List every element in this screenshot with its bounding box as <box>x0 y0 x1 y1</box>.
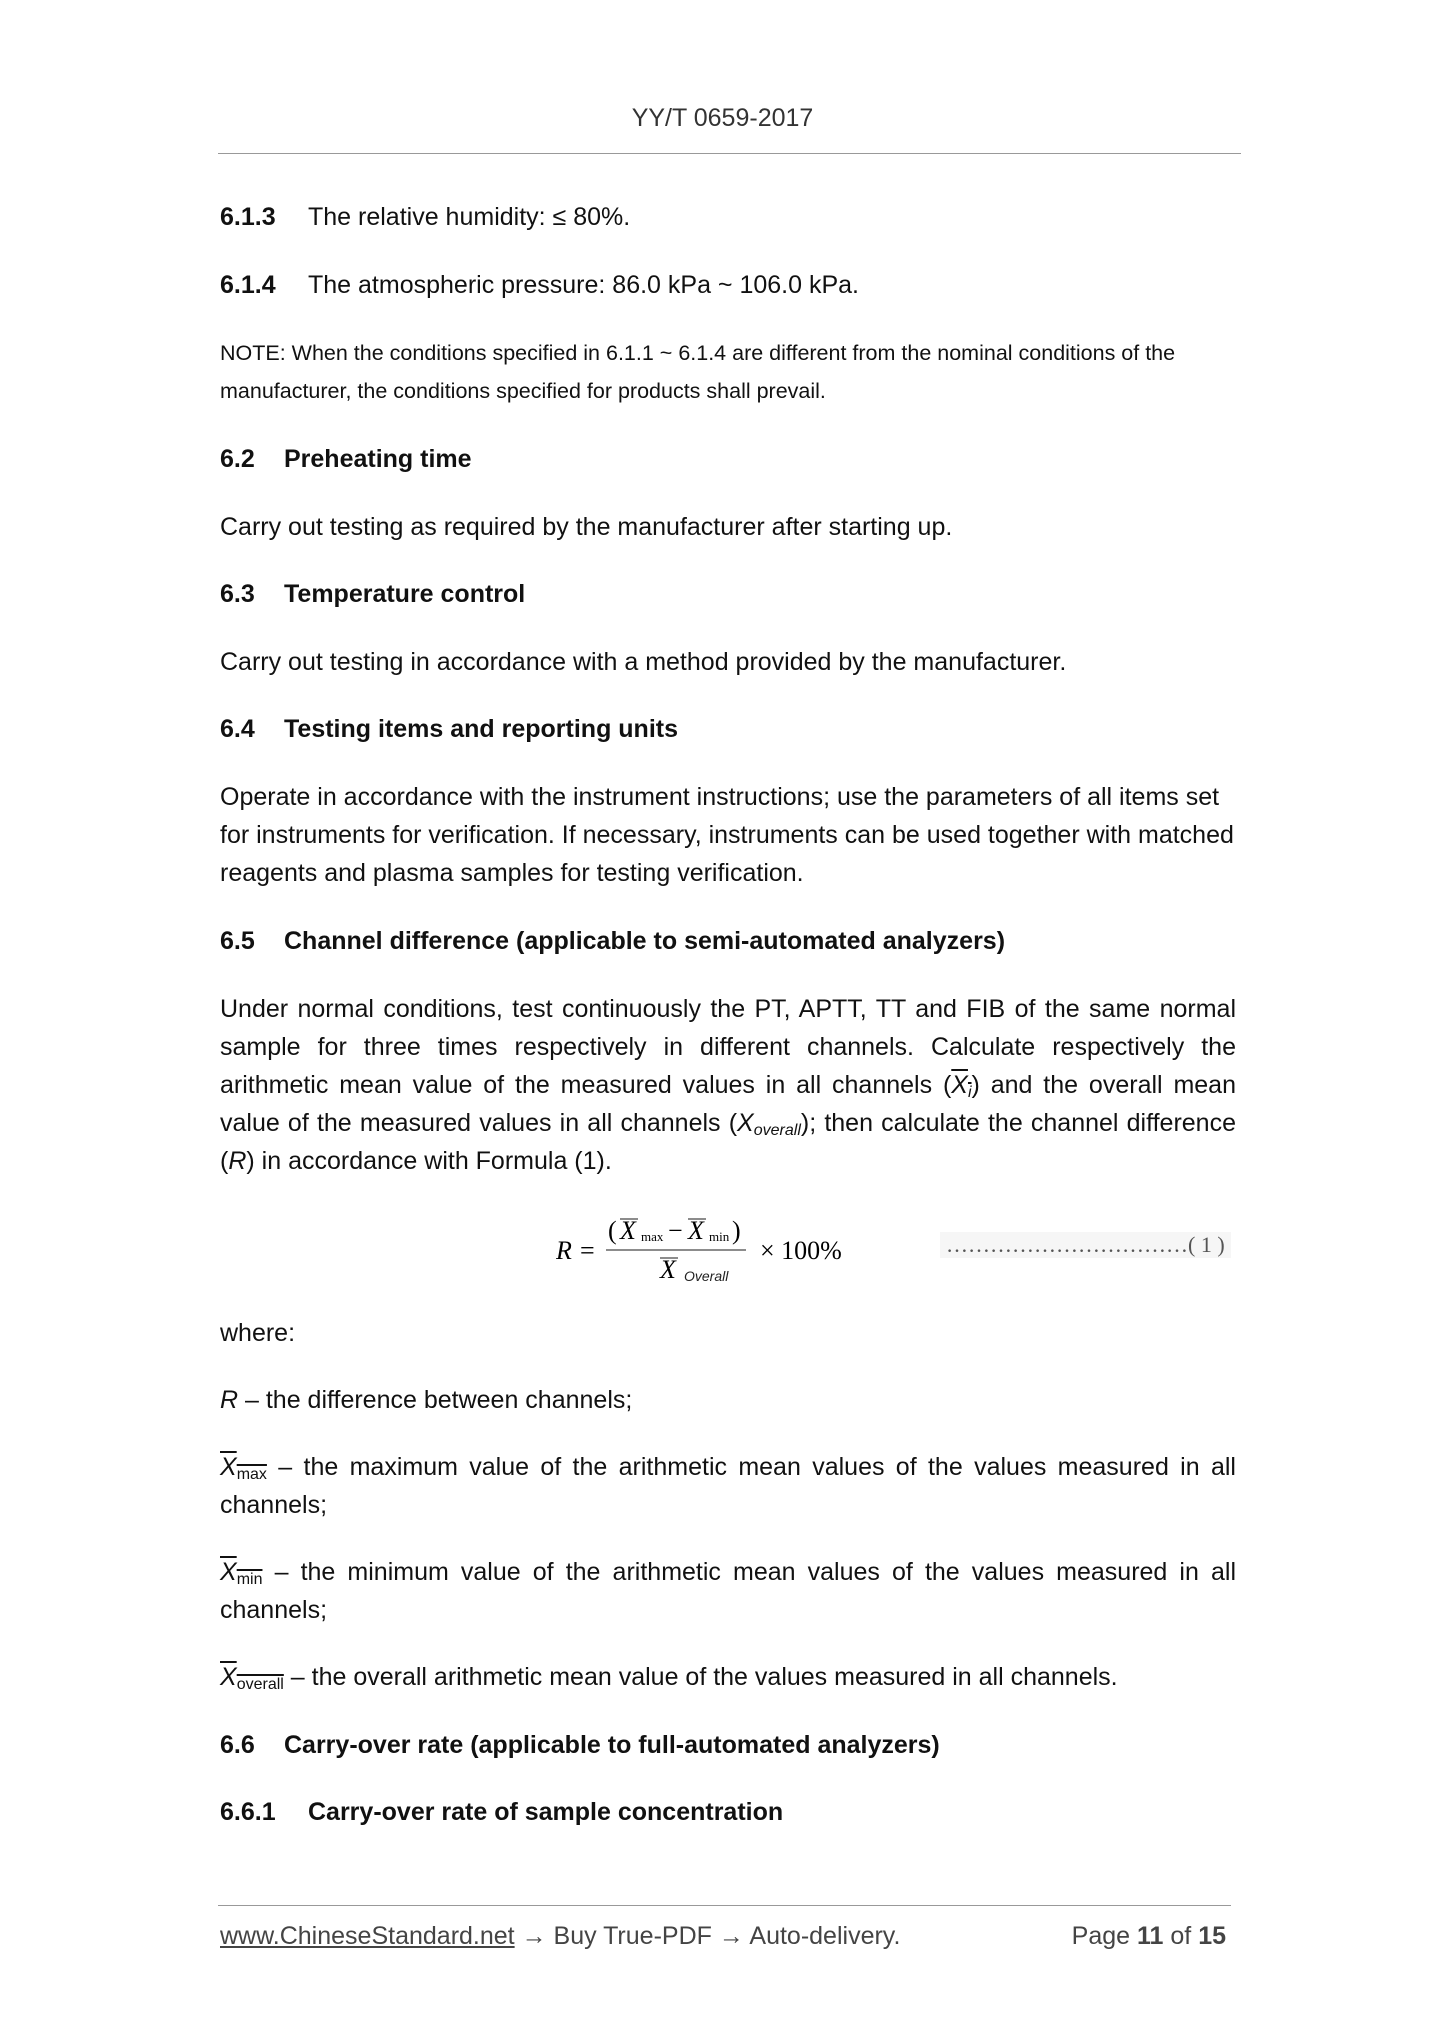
formula-lparen: ( <box>608 1216 617 1245</box>
heading-number: 6.6.1 <box>220 1798 276 1826</box>
paragraph-6-5: Under normal conditions, test continuously the PT, APTT, TT and FIB of the same normal sample for three times respectively in different channels. Calculate respectively the arithmetic mean value of the measured values in all channels $(X_i)$ and the overall mean value of the measured values in all channels $(X_{overall})$; then calculate the channel difference (R) in accordance with Formula (1). <box>220 995 1236 1175</box>
footer-divider <box>218 1905 1231 1906</box>
heading-6-6 <box>220 1726 1236 1764</box>
symbol-r: R <box>228 1147 247 1175</box>
page-indicator: Page 11 of 15 <box>1071 1922 1226 1950</box>
formula-x-max: X <box>620 1216 636 1245</box>
paragraph-6-3: Carry out testing in accordance with a method provided by the manufacturer. <box>220 648 1067 676</box>
heading-title: Carry-over rate (applicable to full-automated analyzers) <box>284 1731 940 1759</box>
clause-text: The relative humidity: ≤ 80%. <box>308 203 631 231</box>
def-symbol: $X_{max}$ <box>220 1453 267 1483</box>
heading-6-3 <box>220 575 1236 613</box>
total-pages: 15 <box>1198 1922 1226 1950</box>
website-link[interactable]: www.ChineseStandard.net <box>220 1922 515 1950</box>
page-footer <box>220 1922 1236 1951</box>
header-divider <box>218 153 1241 154</box>
heading-number: 6.6 <box>220 1731 255 1759</box>
formula-min-sub: min <box>709 1229 730 1244</box>
heading-6-4 <box>220 710 1236 748</box>
clause-number: 6.1.3 <box>220 203 276 231</box>
def-symbol: $X_{overall}$ <box>220 1663 284 1693</box>
note-paragraph: NOTE: When the conditions specified in 6.1.1 ~ 6.1.4 are different from the nominal conditions of the manufacturer, the conditions specified for products shall prevail. <box>220 341 1176 403</box>
clause-text: The atmospheric pressure: 86.0 kPa ~ 106.0 kPa. <box>308 271 860 299</box>
heading-title: Channel difference (applicable to semi-automated analyzers) <box>284 927 1006 955</box>
formula-x-overall: X <box>660 1255 676 1284</box>
paragraph-6-2: Carry out testing as required by the manufacturer after starting up. <box>220 513 953 541</box>
heading-title: Preheating time <box>284 445 472 473</box>
formula-lhs: R <box>556 1236 572 1265</box>
formula-rparen: ) <box>732 1216 741 1245</box>
formula-max-sub: max <box>641 1229 664 1244</box>
formula-number: ……………………………( 1 ) <box>940 1232 1231 1258</box>
heading-title: Carry-over rate of sample concentration <box>308 1798 784 1826</box>
formula-minus: − <box>668 1216 683 1245</box>
document-header: YY/T 0659-2017 <box>631 104 814 132</box>
heading-6-5 <box>220 922 1236 960</box>
paragraph-6-4: Operate in accordance with the instrument instructions; use the parameters of all items set for instruments for verification. If necessary, instruments can be used together with matched reagents and plasma samples for testing verification. <box>220 783 1234 887</box>
heading-6-2 <box>220 440 1236 478</box>
formula-equals: = <box>580 1236 595 1265</box>
formula-times: × 100% <box>760 1236 842 1265</box>
symbol-x-overall: $X_{overall}$ <box>737 1109 801 1139</box>
clause-number: 6.1.4 <box>220 271 276 299</box>
formula-overall-sub: Overall <box>684 1268 729 1284</box>
definition-r: R – the difference between channels; <box>220 1386 633 1414</box>
footer-tagline: → Buy True-PDF → Auto-delivery. <box>514 1922 901 1950</box>
definition-x-overall: $X_{overall}$ – the overall arithmetic mean value of the values measured in all channels. <box>220 1663 1118 1693</box>
where-label: where: <box>220 1319 296 1347</box>
formula-x-min: X <box>688 1216 704 1245</box>
clause-6-1-4 <box>220 266 1236 304</box>
heading-number: 6.5 <box>220 927 255 955</box>
heading-number: 6.4 <box>220 715 255 743</box>
heading-6-6-1 <box>220 1793 1236 1831</box>
heading-title: Testing items and reporting units <box>284 715 679 743</box>
def-symbol: $X_{min}$ <box>220 1558 263 1588</box>
clause-6-1-3 <box>220 198 1236 236</box>
def-symbol: R <box>220 1386 239 1414</box>
definition-x-min: $X_{min}$ – the minimum value of the arithmetic mean values of the values measured in all channels; <box>220 1558 1236 1624</box>
symbol-x-i: $X_i$ <box>951 1071 972 1101</box>
heading-number: 6.3 <box>220 580 255 608</box>
heading-title: Temperature control <box>284 580 526 608</box>
current-page: 11 <box>1137 1922 1164 1950</box>
definition-x-max: $X_{max}$ – the maximum value of the arithmetic mean values of the values measured in all channels; <box>220 1453 1236 1519</box>
heading-number: 6.2 <box>220 445 255 473</box>
